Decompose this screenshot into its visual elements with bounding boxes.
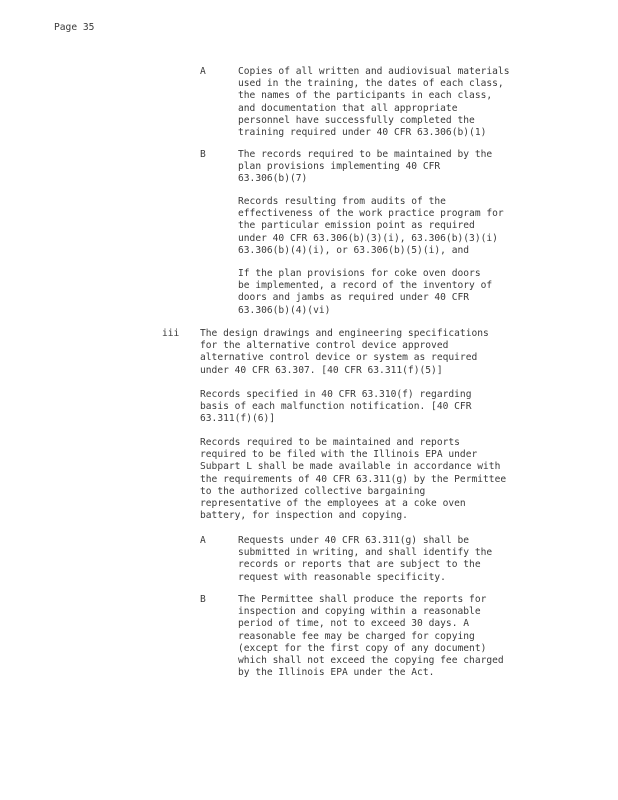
text-line: used in the training, the dates of each class, [238, 78, 504, 90]
item-b-text [238, 149, 492, 186]
text-line: to the authorized collective bargaining [200, 485, 426, 497]
item-a-label: A [200, 66, 206, 77]
text-line: 63.306(b)(4)(i), or 63.306(b)(5)(i), and [238, 244, 470, 256]
text-line: under 40 CFR 63.307. [40 CFR 63.311(f)(5)] [200, 364, 443, 376]
page-header: Page 35 [54, 22, 95, 33]
text-line: battery, for inspection and copying. [200, 510, 408, 522]
item-a2-label: A [200, 535, 206, 546]
records-paragraph-1 [200, 389, 471, 426]
text-line: by the Illinois EPA under the Act. [238, 667, 435, 679]
item-b-para2 [238, 196, 504, 257]
text-line: which shall not exceed the copying fee charged [238, 655, 504, 667]
text-line: The design drawings and engineering specifications [200, 328, 489, 339]
text-line: If the plan provisions for coke oven doors [238, 268, 481, 279]
text-line: Records required to be maintained and reports [200, 437, 460, 448]
text-line: Subpart L shall be made available in accordance with [200, 461, 501, 473]
text-line: doors and jambs as required under 40 CFR [238, 292, 470, 304]
text-line: The records required to be maintained by the [238, 149, 493, 160]
text-line: under 40 CFR 63.306(b)(3)(i), 63.306(b)(3)(i) [238, 232, 498, 244]
item-iii-label: iii [162, 328, 180, 339]
text-line: 63.311(f)(6)] [200, 413, 276, 425]
text-line: inspection and copying within a reasonable [238, 606, 481, 618]
text-line: alternative control device or system as required [200, 352, 478, 364]
item-b-para3 [238, 268, 492, 317]
item-b2-text [238, 594, 504, 679]
item-a2-text [238, 535, 492, 584]
text-line: representative of the employees at a coke oven [200, 498, 466, 510]
text-line: and documentation that all appropriate [238, 102, 458, 114]
text-line: 63.306(b)(7) [238, 173, 308, 185]
text-line: the names of the participants in each class, [238, 90, 493, 102]
records-paragraph-2 [200, 437, 506, 522]
text-line: Copies of all written and audiovisual materials [238, 66, 510, 77]
item-b2-label: B [200, 594, 206, 605]
text-line: reasonable fee may be charged for copying [238, 630, 475, 642]
text-line: period of time, not to exceed 30 days. A [238, 618, 470, 630]
text-line: training required under 40 CFR 63.306(b)(1) [238, 127, 487, 139]
item-iii-text [200, 328, 489, 377]
text-line: The Permittee shall produce the reports for [238, 594, 487, 605]
text-line: request with reasonable specificity. [238, 571, 446, 583]
text-line: records or reports that are subject to the [238, 559, 481, 571]
text-line: the requirements of 40 CFR 63.311(g) by the Permittee [200, 473, 507, 485]
text-line: personnel have successfully completed the [238, 114, 475, 126]
text-line: Requests under 40 CFR 63.311(g) shall be [238, 535, 470, 546]
text-line: (except for the first copy of any document) [238, 642, 487, 654]
text-line: Records specified in 40 CFR 63.310(f) regarding [200, 389, 472, 400]
text-line: submitted in writing, and shall identify the [238, 547, 493, 559]
text-line: required to be filed with the Illinois EPA under [200, 449, 478, 461]
text-line: Records resulting from audits of the [238, 196, 446, 207]
item-b-label: B [200, 149, 206, 160]
text-line: for the alternative control device approved [200, 340, 449, 352]
item-a-text [238, 66, 509, 139]
text-line: the particular emission point as required [238, 220, 475, 232]
text-line: 63.306(b)(4)(vi) [238, 304, 331, 316]
text-line: basis of each malfunction notification. [40 CFR [200, 401, 472, 413]
text-line: be implemented, a record of the inventory of [238, 280, 493, 292]
text-line: plan provisions implementing 40 CFR [238, 161, 441, 173]
text-line: effectiveness of the work practice program for [238, 208, 504, 220]
